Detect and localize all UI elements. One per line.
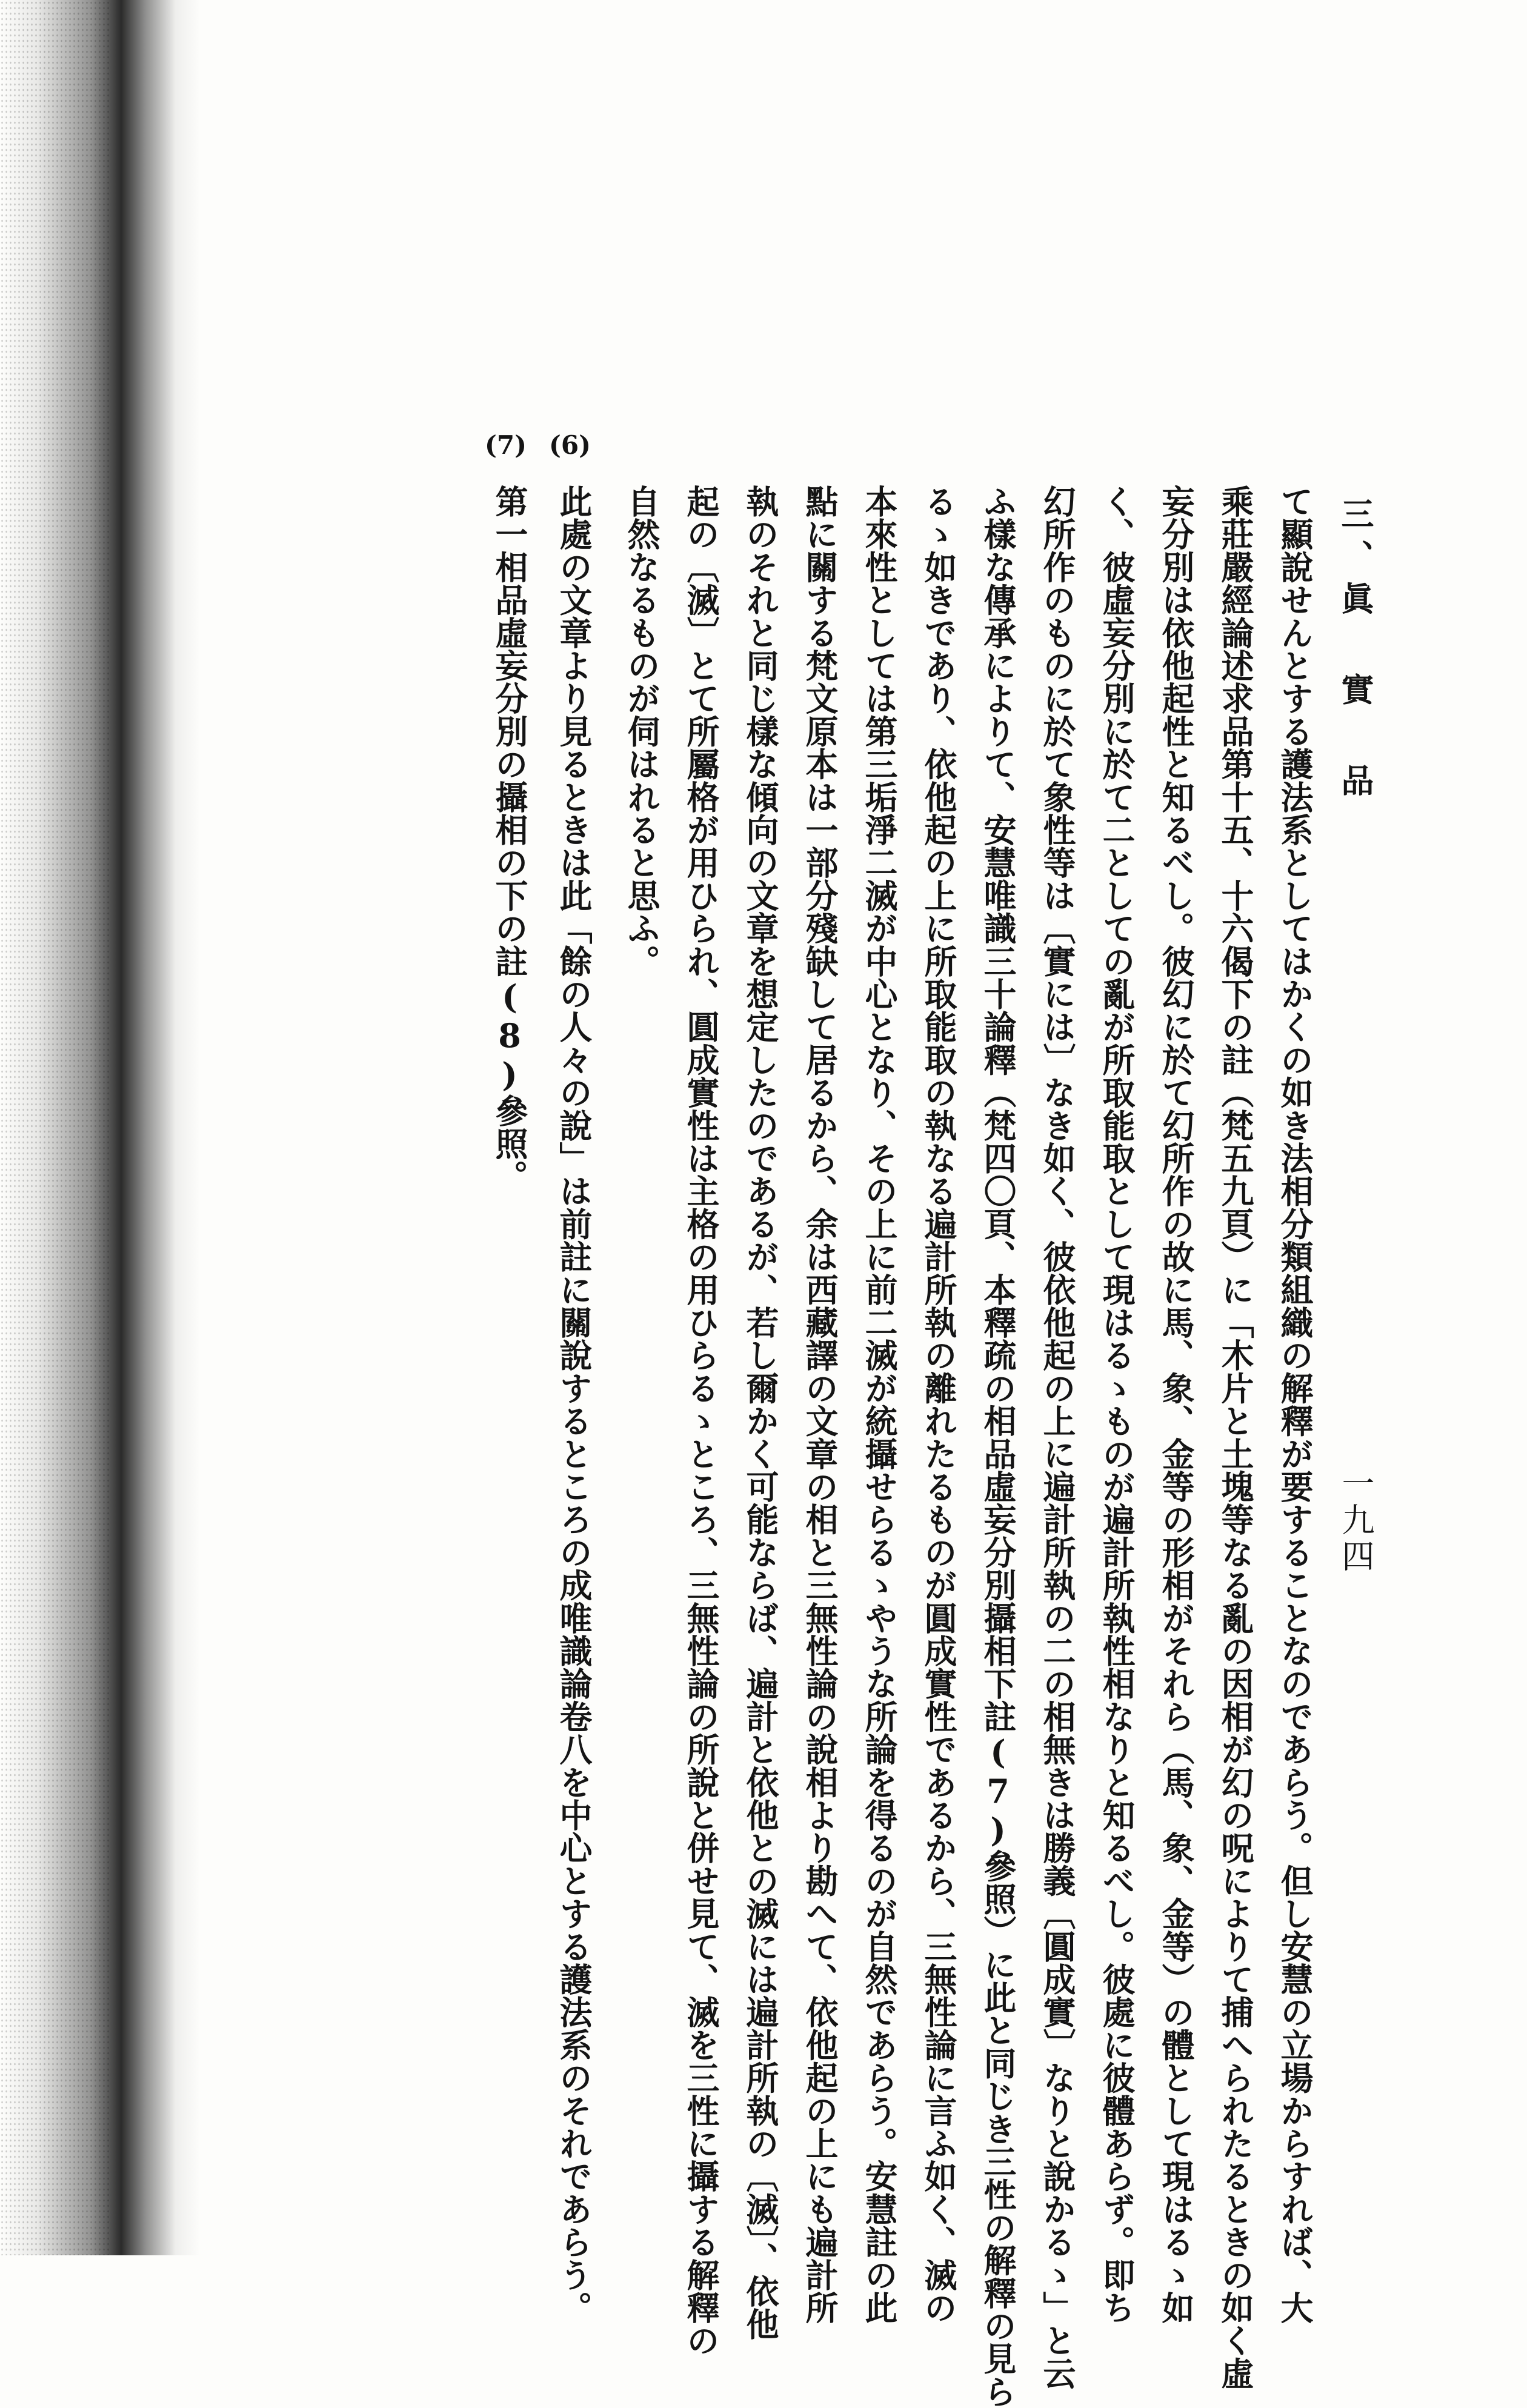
body-line: て顯說せんとする護法系としてはかくの如き法相分類組織の解釋が要することなのであらう。但し安慧の立場からすれば、大 [1276, 485, 1314, 2324]
page-number: 一九四 [1337, 1466, 1375, 1575]
body-line: 本來性としては第三垢淨二滅が中心となり、その上に前二滅が統攝せらるゝやうな所論を得るのが自然であらう。安慧註の此 [860, 485, 899, 2324]
body-line: 乘莊嚴經論述求品第十五、十六偈下の註（梵五九頁）に「木片と土塊等なる亂の因相が幻の呪によりて捕へられたるときの如く虛 [1216, 485, 1255, 2390]
footnote-text: 第一相品虛妄分別の攝相の下の註(8)參照。 [490, 485, 529, 1193]
body-line: く、彼虛妄分別に於て二としての亂が所取能取として現はるゝものが遍計所執性相なりと知るべし。彼處に彼體あらず。即ち [1097, 485, 1136, 2324]
footnote-number: (6) [549, 430, 591, 460]
body-line: 自然なるものが伺はれると思ふ。 [622, 485, 661, 977]
body-line: 起の〔滅〕とて所屬格が用ひられ、圓成實性は主格の用ひらるゝところ、三無性論の所說と併せ見て、滅を三性に攝する解釋の [682, 485, 720, 2357]
body-line: るゝ如きであり、依他起の上に所取能取の執なる遍計所執の離れたるものが圓成實性であるから、三無性論に言ふ如く、滅の [919, 485, 958, 2324]
footnote-number: (7) [485, 430, 527, 460]
body-line: 妄分別は依他起性と知るべし。彼幻に於て幻所作の故に馬、象、金等の形相がそれら（馬、象、金等）の體として現はるゝ如 [1157, 485, 1196, 2324]
body-line: ふ樣な傳承によりて、安慧唯識三十論釋（梵四〇頁、本釋疏の相品虛妄分別攝相下註(7)參照）に此と同じき三性の解釋の見ら [979, 485, 1017, 2408]
footnote-text: 此處の文章より見るときは此「餘の人々の說」は前註に關說するところの成唯識論卷八を中心とする護法系のそれであらう。 [554, 485, 593, 2324]
chapter-heading: 三、眞 實 品 [1336, 497, 1375, 806]
body-line: 幻所作のものに於て象性等は〔實には〕なき如く、彼依他起の上に遍計所執の二の相無きは勝義〔圓成實〕なりと說かるゝ」と云 [1038, 485, 1077, 2390]
body-line: 執のそれと同じ樣な傾向の文章を想定したのであるが、若し爾かく可能ならば、遍計と依他との滅には遍計所執の〔滅〕、依他 [741, 485, 780, 2341]
body-line: 點に關する梵文原本は一部分殘缺して居るから、余は西藏譯の文章の相と三無性論の說相より勘へて、依他起の上にも遍計所 [800, 485, 839, 2324]
